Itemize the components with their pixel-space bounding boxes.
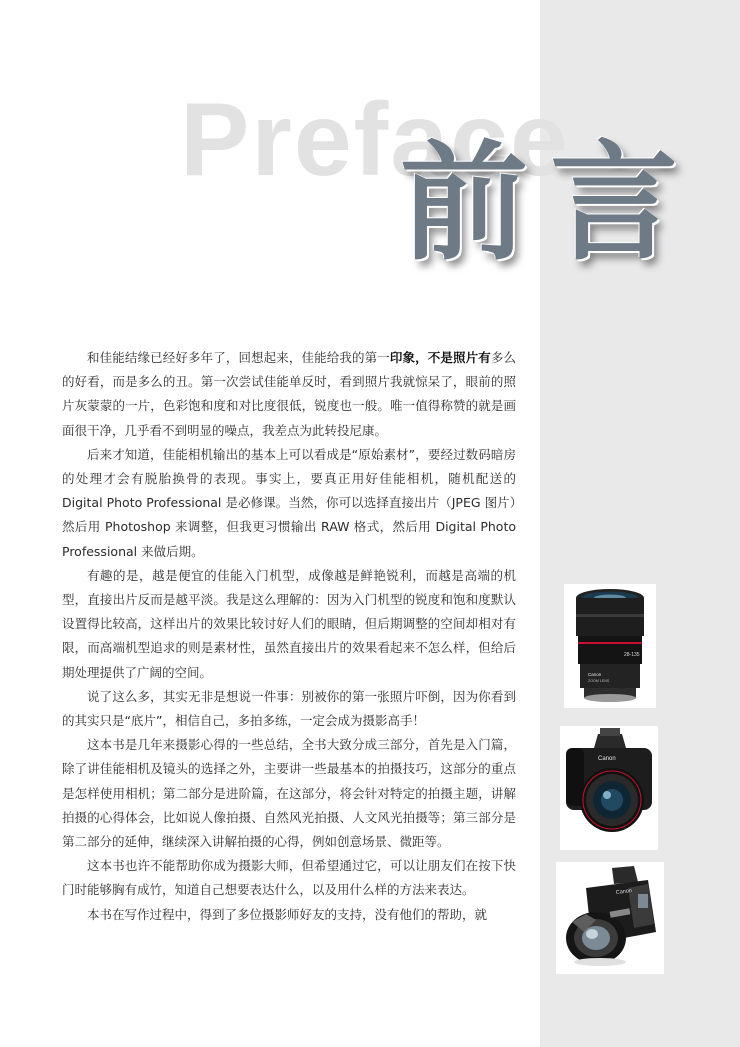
lens-zoom-mark: ZOOM LENS bbox=[588, 679, 610, 683]
paragraph-7: 本书在写作过程中，得到了多位摄影师好友的支持，没有他们的帮助，就 bbox=[87, 906, 488, 922]
cutaway-camera-photo bbox=[556, 862, 664, 974]
english-title: Preface bbox=[180, 82, 570, 198]
paragraph-1: 和佳能结缘已经好多年了，回想起来，佳能给我的第一印象，不是照片有多么的好看，而是多么的丑。第一次尝试佳能单反时，看到照片我就惊呆了，眼前的照片灰蒙蒙的一片，色彩饱和度和对比度很低，锐度也一般。唯一值得称赞的就是画面很干净，几乎看不到明显的噪点，我差点为此转投尼康。 bbox=[62, 350, 516, 438]
paragraph-2: 后来才知道，佳能相机输出的基本上可以看成是“原始素材”，要经过数码暗房的处理才会有脱胎换骨的表现。事实上，要真正用好佳能相机，随机配送的 Digital Photo Professional 是必修课。当然，你可以选择直接出片（JPEG 图片）然后用 Photoshop 来调整，但我更习惯输出 RAW 格式，然后用 Digital Photo Professional 来做后期。 bbox=[62, 446, 516, 559]
paragraph-4: 说了这么多，其实无非是想说一件事：别被你的第一张照片吓倒，因为你看到的其实只是“底片”，相信自己，多拍多练，一定会成为摄影高手！ bbox=[62, 688, 516, 729]
paragraph-3: 有趣的是，越是便宜的佳能入门机型，成像越是鲜艳锐利，而越是高端的机型，直接出片反而是越平淡。我是这么理解的：因为入门机型的锐度和饱和度默认设置得比较高，这样出片的效果比较讨好人们的眼睛，但后期调整的空间却相对有限，而高端机型追求的则是素材性，虽然直接出片的效果看起来不怎么样，但给后期处理提供了广阔的空间。 bbox=[62, 567, 516, 680]
paragraph-5: 这本书是几年来摄影心得的一些总结，全书大致分成三部分，首先是入门篇，除了讲佳能相机及镜头的选择之外，主要讲一些最基本的拍摄技巧，这部分的重点是怎样使用相机；第二部分是进阶篇，在这部分，将会针对特定的拍摄主题，讲解拍摄的心得体会，比如说人像拍摄、自然风光拍摄、人文风光拍摄等；第三部分是第二部分的延伸，继续深入讲解拍摄的心得，例如创意场景、微距等。 bbox=[62, 737, 516, 850]
preface-body bbox=[62, 346, 516, 927]
svg-text:Canon: Canon bbox=[615, 888, 633, 896]
camera-brand-mark: Canon bbox=[598, 756, 616, 762]
paragraph-6: 这本书也许不能帮助你成为摄影大师，但希望通过它，可以让朋友们在按下快门时能够胸有成竹，知道自己想要表达什么，以及用什么样的方法来表达。 bbox=[62, 858, 516, 898]
camera-photo bbox=[560, 726, 658, 850]
emphasis-text: 印象，不是照片有 bbox=[389, 350, 491, 365]
svg-text:28-135: 28-135 bbox=[624, 652, 640, 658]
lens-photo bbox=[564, 584, 656, 708]
lens-brand-mark: Canon bbox=[588, 672, 602, 677]
chinese-title: 前言 bbox=[400, 129, 701, 278]
